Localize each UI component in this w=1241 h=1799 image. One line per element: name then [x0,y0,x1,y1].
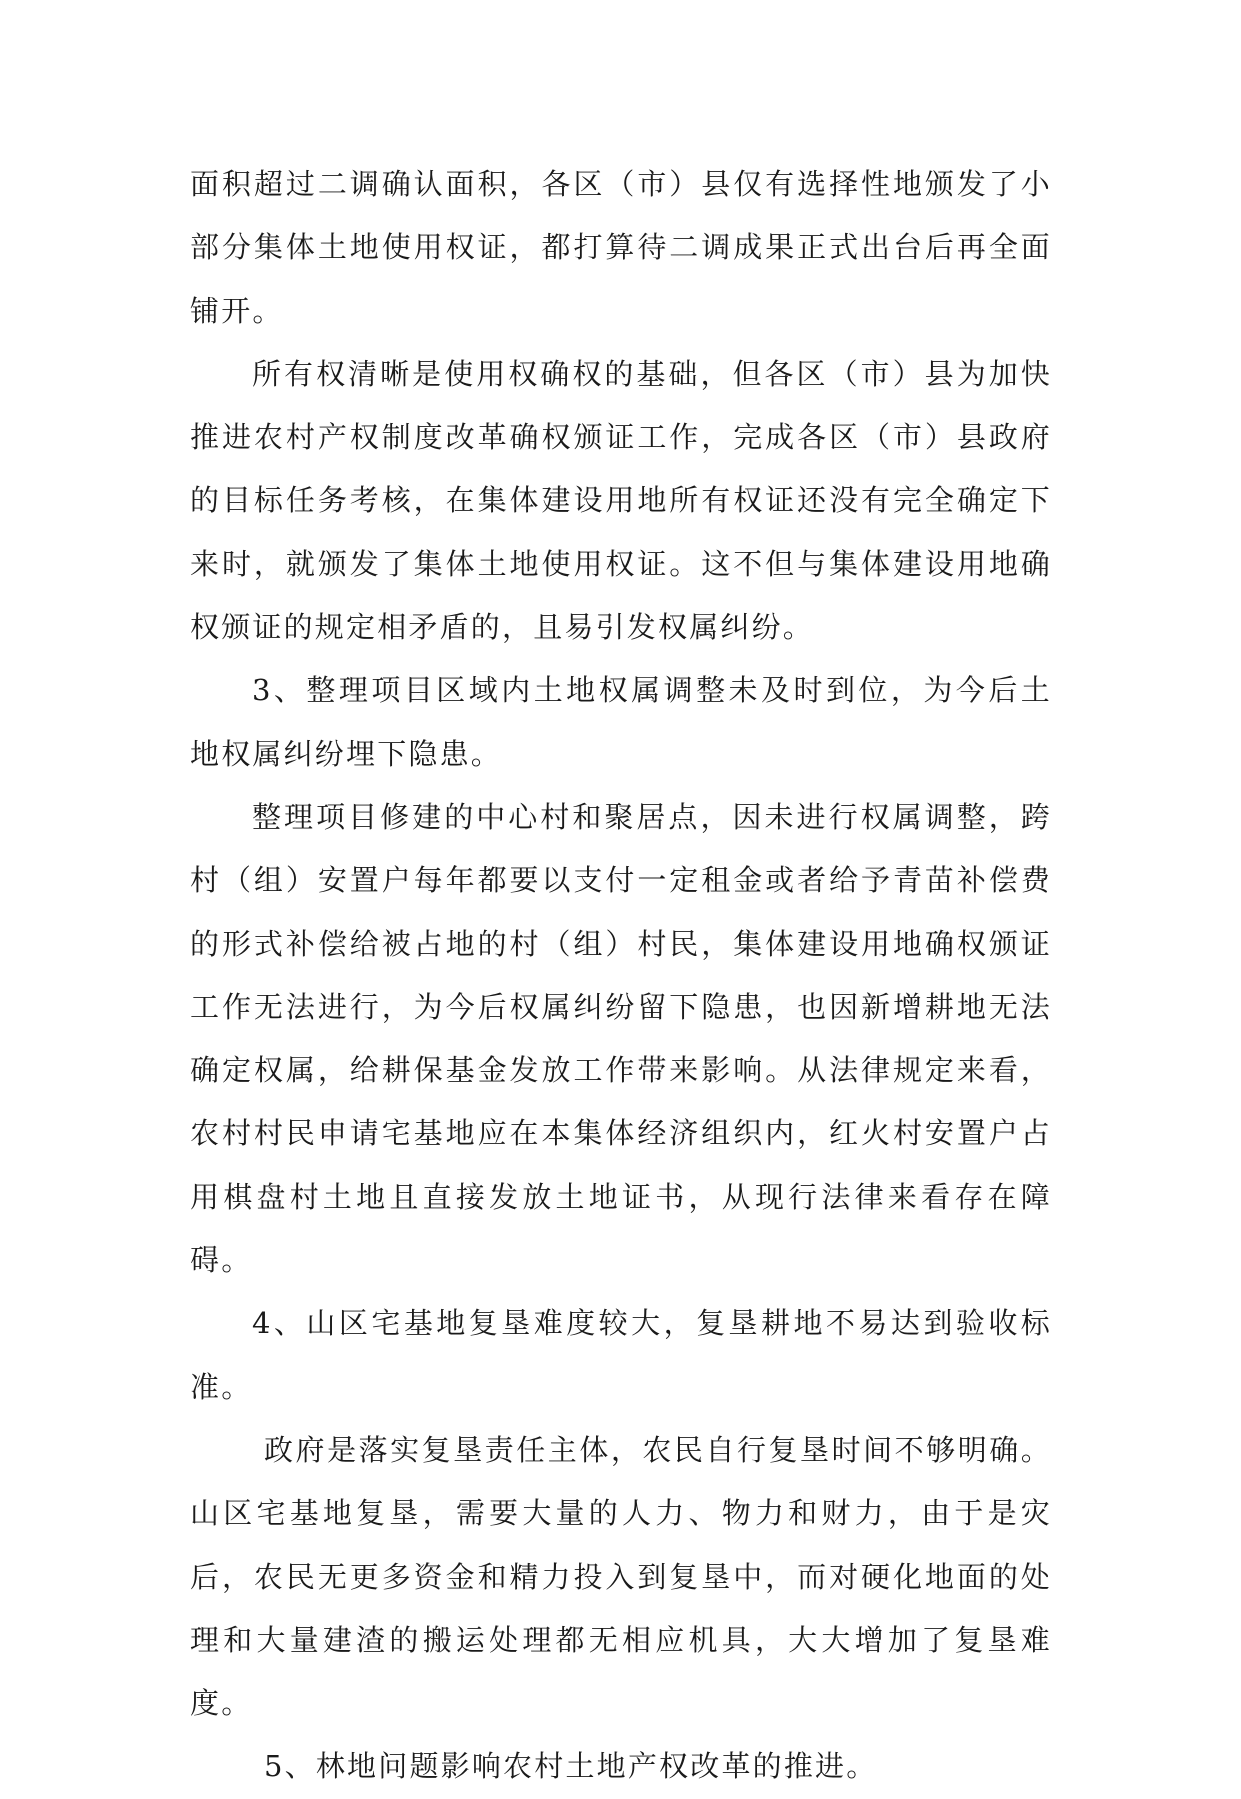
paragraph-heading-4: 4、山区宅基地复垦难度较大，复垦耕地不易达到验收标准。 [190,1306,1052,1404]
paragraph-heading-5: 5、林地问题影响农村土地产权改革的推进。 [264,1749,878,1784]
paragraph-resettlement: 整理项目修建的中心村和聚居点，因未进行权属调整，跨村（组）安置户每年都要以支付一定租金或者给予青苗补偿费的形式补偿给被占地的村（组）村民，集体建设用地确权颁证工作无法进行，为今后权属纠纷留下隐患，也因新增耕地无法确定权属，给耕保基金发放工作带来影响。从法律规定来看，农村村民申请宅基地应在本集体经济组织内，红火村安置户占用棋盘村土地且直接发放土地证书，从现行法律来看存在障碍。 [190,799,1052,1278]
paragraph-continuation: 面积超过二调确认面积，各区（市）县仅有选择性地颁发了小部分集体土地使用权证，都打算待二调成果正式出台后再全面铺开。 [190,167,1052,328]
paragraph-reclamation: 政府是落实复垦责任主体，农民自行复垦时间不够明确。山区宅基地复垦，需要大量的人力、物力和财力，由于是灾后，农民无更多资金和精力投入到复垦中，而对硬化地面的处理和大量建渣的搬运处理都无相应机具，大大增加了复垦难度。 [190,1432,1052,1721]
paragraph-heading-3: 3、整理项目区域内土地权属调整未及时到位，为今后土地权属纠纷埋下隐患。 [190,673,1052,771]
document-body [190,153,1052,1799]
paragraph-ownership-basis: 所有权清晰是使用权确权的基础，但各区（市）县为加快推进农村产权制度改革确权颁证工作，完成各区（市）县政府的目标任务考核，在集体建设用地所有权证还没有完全确定下来时，就颁发了集体土地使用权证。这不但与集体建设用地确权颁证的规定相矛盾的，且易引发权属纠纷。 [190,356,1052,645]
